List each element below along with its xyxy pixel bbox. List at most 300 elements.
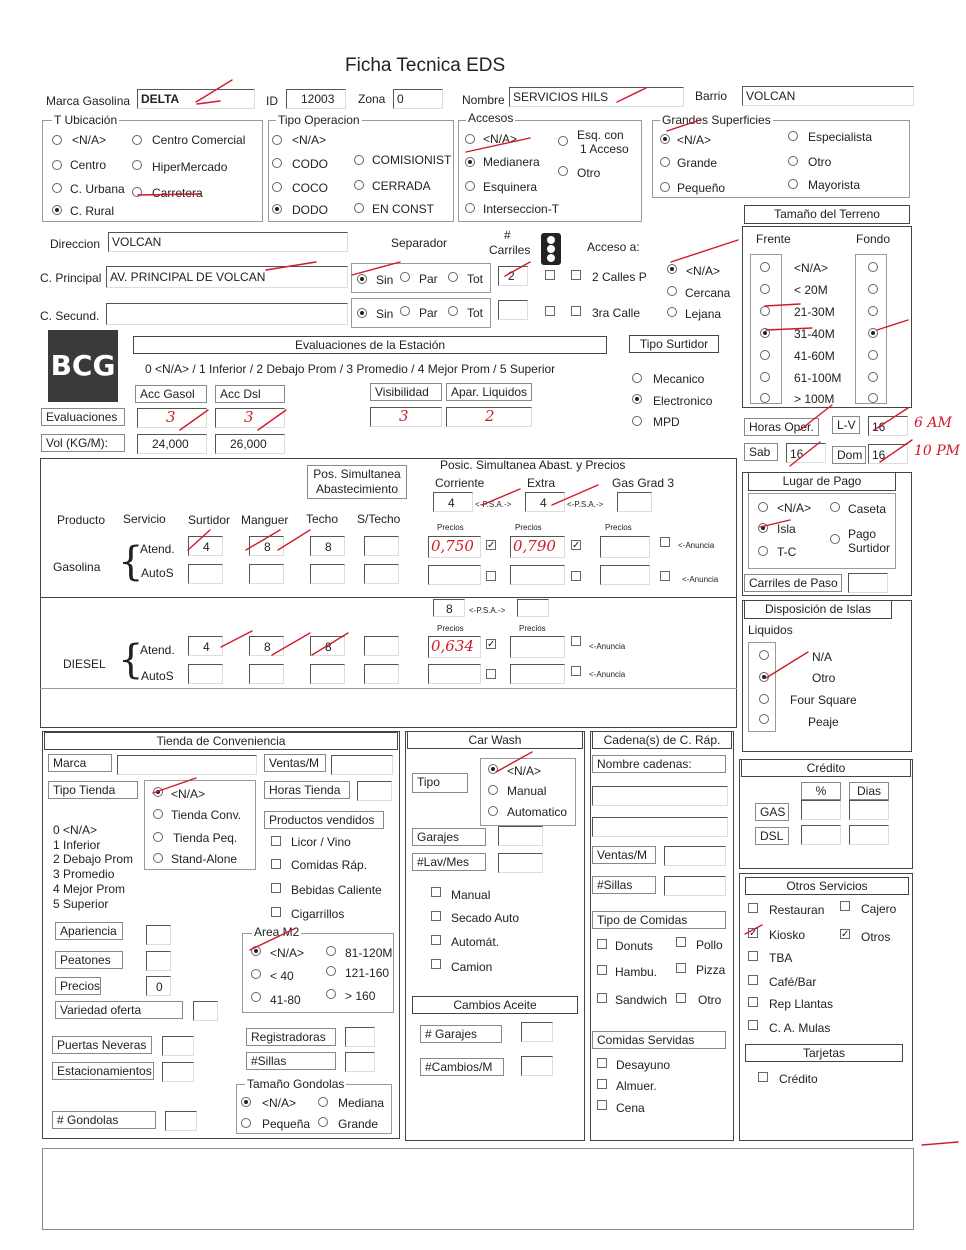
tienda-tipo-stand-radio[interactable]	[153, 853, 163, 863]
precios-label-2: Precios	[515, 523, 542, 532]
comida-pollo-label: Pollo	[696, 938, 723, 952]
tienda-title: Tienda de Conveniencia	[44, 732, 398, 750]
prod-cigarrillos-label: Cigarrillos	[291, 907, 345, 921]
g-atend-manguer[interactable]	[249, 536, 284, 556]
otros-mulas-check[interactable]	[748, 1020, 758, 1030]
g-autos-stecho[interactable]	[364, 564, 399, 584]
grandes-na-label: <N/A>	[677, 133, 712, 147]
lv-field[interactable]	[868, 416, 908, 436]
visibilidad-value: 3	[399, 407, 409, 425]
sep2-par-label: Par	[419, 306, 438, 320]
gondolas-field[interactable]	[165, 1111, 197, 1131]
nombre-field[interactable]	[509, 87, 684, 107]
tienda-marca-field[interactable]	[117, 755, 257, 775]
carwash-manual-check[interactable]	[431, 887, 441, 897]
surtidor-electronico-label: Electronico	[653, 394, 713, 408]
marca-label: Marca Gasolina	[46, 94, 131, 108]
id-label: ID	[266, 94, 278, 108]
islas-peaje-radio[interactable]	[759, 714, 769, 724]
pago-surtidor-radio[interactable]	[830, 534, 840, 544]
carwash-lav-field[interactable]	[498, 853, 543, 873]
g-atend-label: Atend.	[140, 542, 175, 556]
variedad-field[interactable]	[193, 1001, 218, 1021]
d-psa-field[interactable]	[433, 599, 465, 617]
operacion-cerrada-label: CERRADA	[372, 179, 431, 193]
operacion-cerrada-radio[interactable]	[354, 180, 364, 190]
g-atend-stecho[interactable]	[364, 536, 399, 556]
g-atend-surtidor[interactable]	[188, 536, 223, 556]
d-precio-1[interactable]	[428, 636, 481, 658]
tienda-tipo-stand-label: Stand-Alone	[171, 852, 238, 866]
carriles-paso-label: Carriles de Paso	[744, 574, 842, 592]
d-autos-manguer[interactable]	[249, 664, 284, 684]
gasolina-label: Gasolina	[53, 560, 101, 574]
corriente-label: Corriente	[435, 476, 485, 490]
carwash-na-radio[interactable]	[488, 764, 498, 774]
cadena-nombre-field-2[interactable]	[592, 817, 728, 837]
acceso-lejana-label: Lejana	[685, 307, 722, 321]
marca-field[interactable]	[137, 89, 255, 109]
accesos-esq-radio[interactable]	[558, 136, 568, 146]
principal-field[interactable]	[106, 266, 348, 288]
d-atend-surtidor[interactable]	[188, 636, 223, 656]
id-field[interactable]	[286, 89, 346, 109]
barrio-value: VOLCAN	[746, 89, 796, 103]
g-anuncia-check-1[interactable]: ✓	[487, 540, 496, 551]
abastecimiento-text: Abastecimiento	[315, 482, 399, 496]
prod-licor-check[interactable]	[271, 836, 281, 846]
vol-dsl-field[interactable]	[215, 434, 285, 454]
psa-label-2: <-P.S.A.->	[567, 500, 604, 509]
islas-otro-radio[interactable]	[759, 672, 769, 682]
col-surtidor: Surtidor	[188, 513, 231, 527]
prod-bebidas-check[interactable]	[271, 883, 281, 893]
prod-comidas-label: Comidas Ráp.	[291, 858, 368, 872]
lv-value: 16	[872, 420, 886, 434]
d-precios-label-1: Precios	[437, 624, 464, 633]
accesos-esquinera-radio[interactable]	[465, 181, 475, 191]
registradoras-label: Registradoras	[246, 1028, 336, 1046]
ubicacion-curbana-radio[interactable]	[52, 183, 62, 193]
g-autos-surtidor[interactable]	[188, 564, 223, 584]
carriles-field-1[interactable]	[498, 266, 528, 286]
area-121-radio[interactable]	[326, 966, 336, 976]
col-techo: Techo	[306, 512, 339, 526]
precios-label: Precios	[55, 977, 101, 995]
g-anuncia-check-3[interactable]	[660, 537, 670, 547]
credito-gas-label: GAS	[755, 803, 789, 821]
precios-field[interactable]	[146, 976, 171, 996]
d-autos-check-1[interactable]	[486, 669, 496, 679]
surtidor-mpd-radio[interactable]	[632, 416, 642, 426]
g-atend-manguer-value: 8	[264, 540, 271, 554]
acc-dsl-label: Acc Dsl	[215, 385, 285, 403]
otros-tba-check[interactable]	[748, 951, 758, 961]
terreno-fondo-lt20-radio[interactable]	[868, 284, 878, 294]
pago-surtidor-label: Surtidor	[848, 541, 891, 555]
calle-check-2[interactable]	[545, 306, 555, 316]
d-atend-label: Atend.	[140, 643, 175, 657]
terreno-fondo-41-60-radio[interactable]	[868, 350, 878, 360]
sep2-sin-radio[interactable]	[357, 308, 367, 318]
carriles-field-2[interactable]	[498, 300, 528, 320]
terreno-fondo-na-radio[interactable]	[868, 262, 878, 272]
d-atend-stecho[interactable]	[364, 636, 399, 656]
g-autos-precio-3[interactable]	[600, 565, 650, 585]
ubicacion-centro-radio[interactable]	[52, 160, 62, 170]
cadena-sillas-label: #Sillas	[592, 876, 656, 894]
operacion-comisionist-radio[interactable]	[354, 155, 364, 165]
aceite-title: Cambios Aceite	[412, 996, 578, 1014]
horas-hw-note-2: 10 PM	[914, 443, 961, 459]
col-producto: Producto	[57, 513, 106, 527]
acceso-lejana-radio[interactable]	[667, 307, 677, 317]
islas-na-radio[interactable]	[759, 650, 769, 660]
ubicacion-crural-radio[interactable]	[52, 205, 62, 215]
credito-gas-pct[interactable]	[801, 800, 841, 820]
tamgond-grande-radio[interactable]	[318, 1117, 328, 1127]
comida-pizza-check[interactable]	[676, 963, 686, 973]
otros-cajero-check[interactable]	[840, 901, 850, 911]
comida-otro-check[interactable]	[676, 993, 686, 1003]
acceso-cercana-label: Cercana	[685, 286, 731, 300]
area-81-radio[interactable]	[326, 946, 336, 956]
g-psa-field-3[interactable]	[617, 492, 652, 512]
terreno-frente-41-60-radio[interactable]	[760, 350, 770, 360]
accesos-otro-label: Otro	[577, 166, 601, 180]
d-psa-value: 8	[446, 602, 453, 616]
operacion-dodo-radio[interactable]	[272, 204, 282, 214]
operacion-codo-radio[interactable]	[272, 158, 282, 168]
g-atend-techo[interactable]	[310, 536, 345, 556]
grandes-pequeno-radio[interactable]	[660, 182, 670, 192]
variedad-label: Variedad oferta	[55, 1001, 183, 1019]
nombre-label: Nombre	[462, 93, 505, 107]
area-160-label: > 160	[345, 989, 376, 1003]
diesel-label: DIESEL	[63, 657, 106, 671]
d-autos-stecho[interactable]	[364, 664, 399, 684]
ubicacion-hiper-radio[interactable]	[132, 160, 142, 170]
acceso-na-radio[interactable]	[667, 264, 677, 274]
aceite-cambios-field[interactable]	[521, 1056, 553, 1076]
acceso-cercana-radio[interactable]	[667, 286, 677, 296]
area-160-radio[interactable]	[326, 989, 336, 999]
zona-field[interactable]	[393, 89, 443, 109]
g-psa-field-2[interactable]	[525, 492, 565, 512]
carwash-secado-check[interactable]	[431, 911, 441, 921]
d-anuncia-label-1: <-Anuncia	[589, 642, 626, 651]
otros-kiosko-check[interactable]: ✓	[749, 928, 758, 939]
comida-pollo-check[interactable]	[676, 937, 686, 947]
vol-label: Vol (KG/M):	[41, 434, 125, 452]
grandes-otro-radio[interactable]	[788, 156, 798, 166]
d-autos-surtidor[interactable]	[188, 664, 223, 684]
g-precio-1-value: 0,750	[431, 537, 474, 555]
carwash-manual-radio[interactable]	[488, 785, 498, 795]
extra-label: Extra	[527, 476, 556, 490]
pago-na-radio[interactable]	[758, 502, 768, 512]
g-autos-precio-1[interactable]	[428, 565, 481, 585]
tienda-horas-label: Horas Tienda	[264, 781, 350, 799]
visibilidad-label: Visibilidad	[370, 383, 442, 401]
pago-isla-radio[interactable]	[758, 523, 768, 533]
peatones-field[interactable]	[146, 951, 171, 971]
d-autos-check-2[interactable]	[571, 666, 581, 676]
pago-title: Lugar de Pago	[748, 472, 896, 491]
cadena-nombre-field-1[interactable]	[592, 786, 728, 806]
g-psa-field-1[interactable]	[433, 492, 473, 512]
sep1-tot-radio[interactable]	[448, 272, 458, 282]
tienda-scale-0: 0 <N/A>	[53, 823, 98, 837]
barrio-field[interactable]	[742, 86, 914, 106]
calle-check-1[interactable]	[545, 270, 555, 280]
carwash-camion-check[interactable]	[431, 959, 441, 969]
dom-field[interactable]	[868, 444, 908, 464]
terreno-frente-gt100-radio[interactable]	[760, 393, 770, 403]
registradoras-field[interactable]	[345, 1027, 375, 1047]
sep1-par-radio[interactable]	[400, 272, 410, 282]
operacion-enconst-radio[interactable]	[354, 203, 364, 213]
servida-almuer-label: Almuer.	[616, 1079, 657, 1093]
otros-otros-label: Otros	[861, 930, 891, 944]
d-autos-techo[interactable]	[310, 664, 345, 684]
g-autos-precio-2[interactable]	[510, 565, 565, 585]
sab-field[interactable]	[786, 443, 826, 463]
precios-label-1: Precios	[437, 523, 464, 532]
terreno-fondo-gt100-radio[interactable]	[868, 393, 878, 403]
pos-simultanea-label	[307, 465, 407, 499]
islas-foursquare-radio[interactable]	[759, 694, 769, 704]
brace-diesel-icon: {	[118, 637, 144, 683]
terreno-fondo-label: Fondo	[856, 232, 891, 246]
terreno-fondo-31-40-radio[interactable]	[868, 328, 878, 338]
accesos-esq-label: Esq. con	[577, 128, 624, 142]
otros-llantas-check[interactable]	[748, 997, 758, 1007]
ubicacion-carretera-radio[interactable]	[132, 187, 142, 197]
tamgond-grande-label: Grande	[338, 1117, 379, 1131]
puertas-field[interactable]	[162, 1036, 194, 1056]
accesos-otro-radio[interactable]	[558, 166, 568, 176]
apariencia-field[interactable]	[146, 925, 171, 945]
g-autos-check-1[interactable]	[486, 571, 496, 581]
d-psa-field-2[interactable]	[517, 599, 549, 617]
secund-field[interactable]	[106, 303, 348, 325]
calle3-check[interactable]	[571, 306, 581, 316]
ubicacion-hiper-label: HiperMercado	[152, 160, 228, 174]
carriles-label: Carriles	[489, 243, 531, 257]
vol-gasol-field[interactable]	[137, 434, 207, 454]
area-40-radio[interactable]	[251, 969, 261, 979]
cadena-sillas-field[interactable]	[664, 876, 726, 896]
carwash-auto-radio[interactable]	[488, 806, 498, 816]
acc-dsl-field[interactable]	[215, 408, 285, 428]
g-autos-check-2[interactable]	[571, 571, 581, 581]
ubicacion-crural-label: C. Rural	[70, 204, 115, 218]
evaluaciones-title: Evaluaciones de la Estación	[133, 336, 607, 354]
tienda-sillas-label: #Sillas	[246, 1052, 336, 1070]
area-121-label: 121-160	[345, 966, 390, 980]
g-precio-2[interactable]	[510, 536, 565, 558]
g-autos-manguer[interactable]	[249, 564, 284, 584]
grandes-mayorista-radio[interactable]	[788, 179, 798, 189]
comida-pizza-label: Pizza	[696, 963, 726, 977]
accesos-intersec-label: Interseccion-T	[483, 202, 560, 216]
accesos-intersec-radio[interactable]	[465, 203, 475, 213]
credito-dsl-pct[interactable]	[801, 825, 841, 845]
d-precios-label-2: Precios	[519, 624, 546, 633]
nombre-value: SERVICIOS HILS	[513, 90, 609, 104]
terreno-frente-21-30-radio[interactable]	[760, 306, 770, 316]
credito-dsl-dias[interactable]	[849, 825, 889, 845]
accesos-medianera-radio[interactable]	[465, 157, 475, 167]
barrio-label: Barrio	[695, 89, 728, 103]
sep1-sin-radio[interactable]	[357, 274, 367, 284]
carriles-paso-field[interactable]	[848, 573, 888, 593]
accesos-esquinera-label: Esquinera	[483, 180, 538, 194]
d-anuncia-check-2[interactable]	[571, 636, 581, 646]
servida-desayuno-label: Desayuno	[616, 1058, 671, 1072]
estac-field[interactable]	[162, 1062, 194, 1082]
g-precio-3[interactable]	[600, 536, 650, 558]
grandes-especialista-radio[interactable]	[788, 131, 798, 141]
acc-gasol-value: 3	[166, 408, 176, 426]
servida-cena-check[interactable]	[597, 1100, 607, 1110]
tienda-sillas-field[interactable]	[345, 1052, 375, 1072]
sab-value: 16	[790, 447, 804, 461]
acceso-a-label: Acceso a:	[587, 240, 640, 254]
acc-dsl-value: 3	[244, 408, 254, 426]
comida-donuts-check[interactable]	[597, 939, 607, 949]
sep2-tot-radio[interactable]	[448, 306, 458, 316]
carwash-manual-chk-label: Manual	[451, 888, 491, 902]
cadena-ventas-field[interactable]	[664, 846, 726, 866]
tienda-tipo-na-radio[interactable]	[153, 787, 163, 797]
notes-box[interactable]	[42, 1148, 914, 1230]
servida-almuer-check[interactable]	[597, 1079, 607, 1089]
grandes-grande-radio[interactable]	[660, 157, 670, 167]
tienda-ventas-field[interactable]	[331, 755, 393, 775]
tamgond-pequena-radio[interactable]	[241, 1118, 251, 1128]
operacion-codo-label: CODO	[292, 157, 328, 171]
d-atend-techo[interactable]	[310, 636, 345, 656]
d-anuncia-check-1[interactable]: ✓	[487, 639, 496, 650]
apar-field[interactable]	[446, 407, 532, 427]
pago-caseta-radio[interactable]	[830, 502, 840, 512]
calles2-check[interactable]	[571, 270, 581, 280]
accesos-medianera-label: Medianera	[483, 155, 540, 169]
acceso-na-label: <N/A>	[686, 264, 721, 278]
comida-hambu-label: Hambu.	[615, 965, 658, 979]
pago-isla-label: Isla	[777, 522, 796, 536]
productos-vendidos-label: Productos vendidos	[264, 811, 384, 829]
calle3-label: 3ra Calle	[592, 306, 641, 320]
d-precio-2[interactable]	[510, 636, 565, 658]
operacion-na-radio[interactable]	[272, 135, 282, 145]
col-stecho: S/Techo	[357, 512, 401, 526]
tarjetas-credito-check[interactable]	[758, 1072, 768, 1082]
terreno-frente-na-radio[interactable]	[760, 262, 770, 272]
carriles-value: 2	[508, 269, 515, 283]
otros-cafe-check[interactable]	[748, 975, 758, 985]
d-autos-precio-2[interactable]	[510, 664, 565, 684]
otros-restauran-check[interactable]	[748, 903, 758, 913]
visibilidad-field[interactable]	[370, 407, 442, 427]
grandes-na-radio[interactable]	[660, 134, 670, 144]
g-psa-value-1: 4	[448, 496, 455, 510]
terreno-frente-label: Frente	[756, 232, 791, 246]
terreno-31-40-label: 31-40M	[794, 327, 835, 341]
tamgond-na-radio[interactable]	[241, 1097, 251, 1107]
surtidor-mecanico-radio[interactable]	[632, 373, 642, 383]
prod-comidas-check[interactable]	[271, 859, 281, 869]
terreno-fondo-21-30-radio[interactable]	[868, 306, 878, 316]
col-servicio: Servicio	[123, 512, 166, 526]
accesos-1acceso-label: 1 Acceso	[580, 142, 629, 156]
sep2-par-radio[interactable]	[400, 306, 410, 316]
surtidor-electronico-radio[interactable]	[632, 394, 642, 404]
terreno-frente-31-40-radio[interactable]	[760, 328, 770, 338]
ubicacion-na-radio[interactable]	[52, 135, 62, 145]
terreno-frente-61-100-radio[interactable]	[760, 372, 770, 382]
comida-donuts-label: Donuts	[615, 939, 654, 953]
acc-gasol-field[interactable]	[137, 408, 207, 428]
tamgond-title: Tamaño Gondolas	[247, 1077, 345, 1091]
g-autos-techo[interactable]	[310, 564, 345, 584]
terreno-frente-lt20-radio[interactable]	[760, 284, 770, 294]
d-autos-precio-1[interactable]	[428, 664, 481, 684]
carwash-automat-check[interactable]	[431, 935, 441, 945]
comida-hambu-check[interactable]	[597, 965, 607, 975]
carwash-title: Car Wash	[407, 731, 583, 749]
tienda-horas-field[interactable]	[357, 781, 392, 801]
aceite-garajes-field[interactable]	[521, 1022, 553, 1042]
tienda-tipo-conv-radio[interactable]	[153, 809, 163, 819]
tienda-scale-5: 5 Superior	[53, 897, 109, 911]
tienda-ventas-label: Ventas/M	[264, 754, 326, 772]
credito-dsl-label: DSL	[755, 827, 789, 845]
terreno-fondo-61-100-radio[interactable]	[868, 372, 878, 382]
otros-otros-check[interactable]: ✓	[841, 929, 850, 940]
area-na-radio[interactable]	[251, 946, 261, 956]
operacion-coco-radio[interactable]	[272, 182, 282, 192]
tienda-tipo-peq-radio[interactable]	[153, 832, 163, 842]
productos-divider	[40, 597, 737, 598]
servida-desayuno-check[interactable]	[597, 1058, 607, 1068]
ubicacion-ccomercial-radio[interactable]	[132, 135, 142, 145]
g-anuncia-check-2[interactable]: ✓	[572, 540, 581, 551]
area-41-radio[interactable]	[251, 992, 261, 1002]
g-autos-check-3[interactable]	[660, 571, 670, 581]
accesos-na-radio[interactable]	[465, 134, 475, 144]
puertas-label: Puertas Neveras	[52, 1036, 152, 1054]
credito-gas-dias[interactable]	[849, 800, 889, 820]
d-atend-manguer[interactable]	[249, 636, 284, 656]
carwash-manual-label: Manual	[507, 784, 547, 798]
accesos-na-label: <N/A>	[483, 132, 518, 146]
grandes-title: Grandes Superficies	[662, 113, 771, 127]
g-precio-1[interactable]	[428, 536, 481, 558]
prod-cigarrillos-check[interactable]	[271, 907, 281, 917]
pago-tc-radio[interactable]	[758, 546, 768, 556]
tamgond-mediana-radio[interactable]	[318, 1097, 328, 1107]
gasgrad3-label: Gas Grad 3	[612, 476, 675, 490]
brace-gasolina-icon: {	[118, 539, 144, 585]
carwash-garajes-field[interactable]	[498, 826, 543, 846]
comida-sandwich-check[interactable]	[597, 993, 607, 1003]
direccion-field[interactable]	[108, 232, 348, 252]
comidas-servidas-label: Comidas Servidas	[592, 1031, 726, 1049]
sep2-sin-label: Sin	[376, 307, 394, 321]
